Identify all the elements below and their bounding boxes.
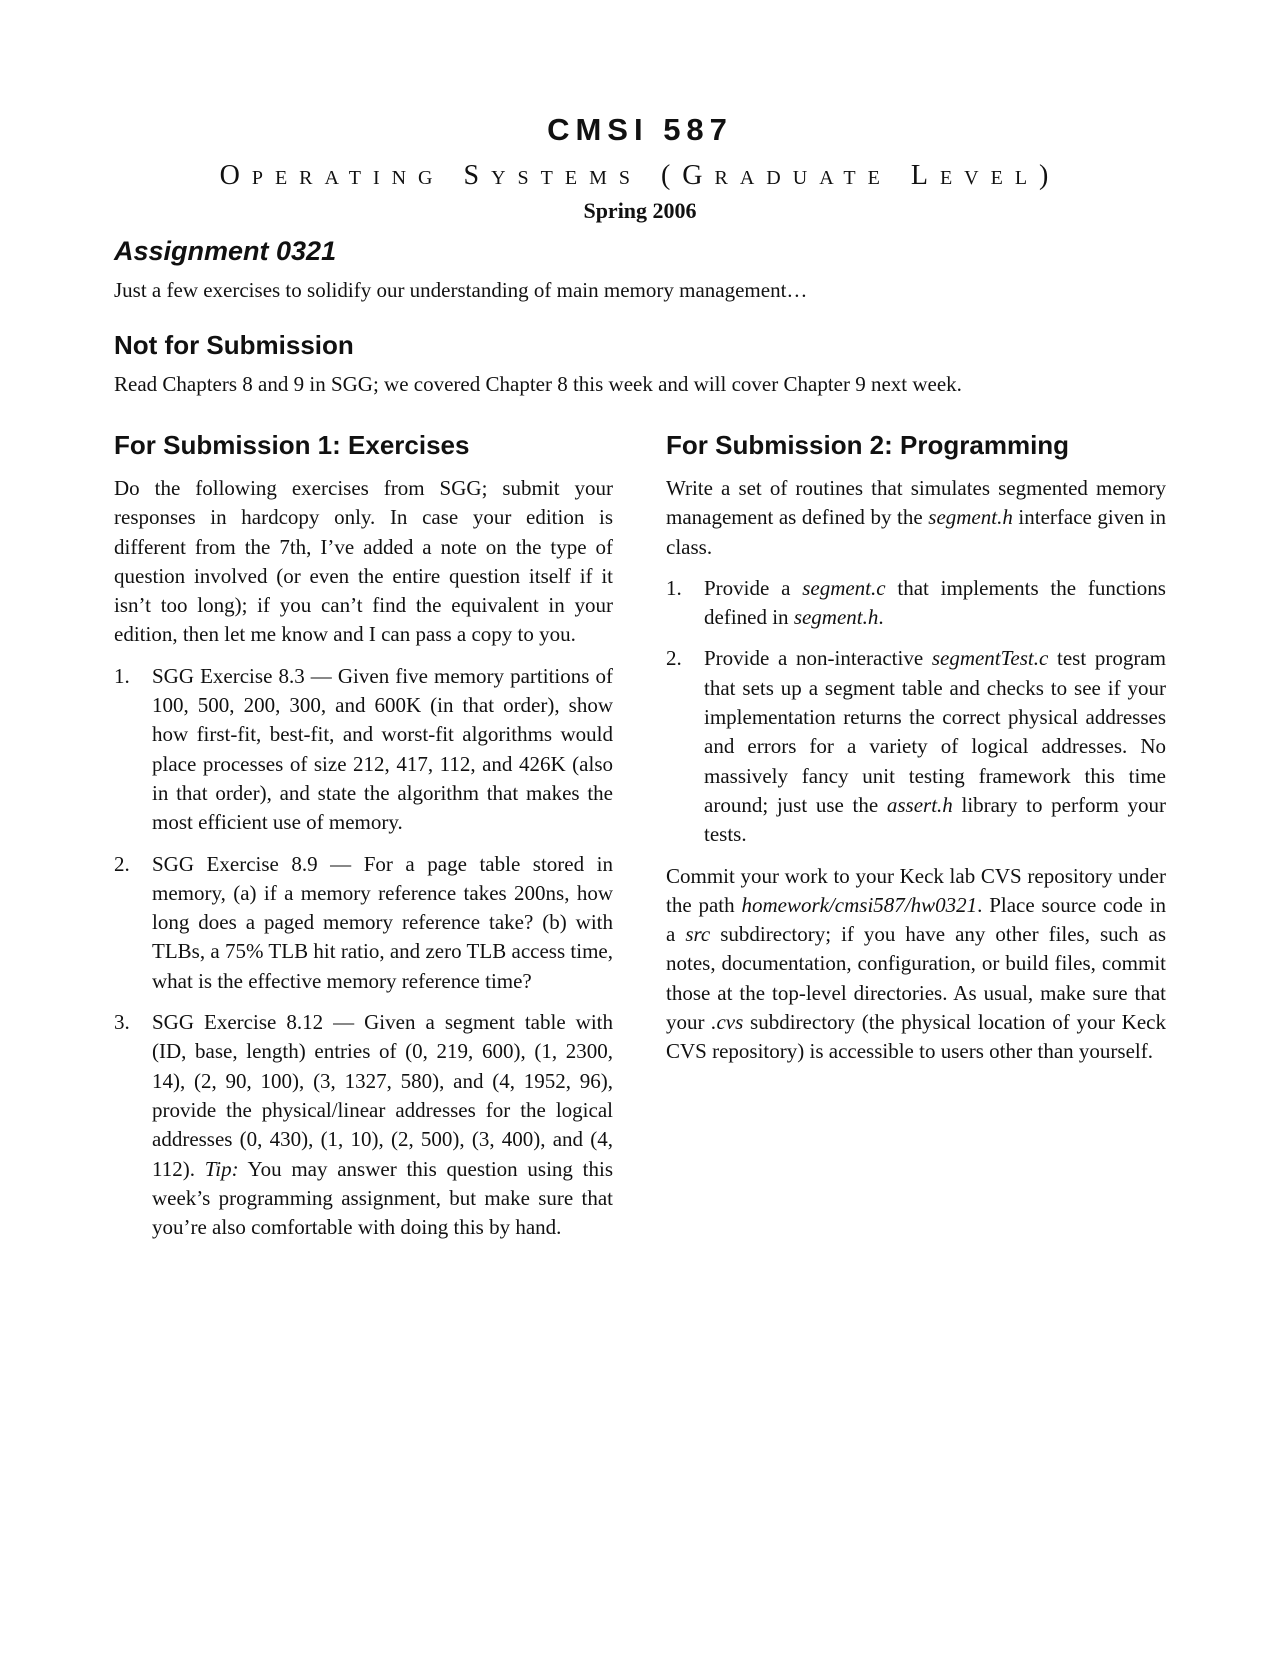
item-number: 1.	[666, 575, 682, 600]
commit-text: Commit your work to your Keck lab CVS repository under the path	[666, 863, 1166, 917]
item-text: .	[878, 605, 884, 630]
not-for-submission-heading: Not for Submission	[114, 330, 354, 360]
commit-instructions	[666, 862, 1166, 1067]
list-item	[666, 574, 1166, 633]
intro-text: Write a set of routines that simulates segmented memory management as defined by the	[666, 476, 1166, 530]
submission2-column	[666, 428, 1166, 1079]
item-text: Provide a	[704, 575, 803, 600]
list-item	[114, 662, 613, 838]
item-text: Provide a non-interactive	[704, 646, 932, 671]
file-name: segment.h	[793, 605, 879, 630]
cvs-dir: .cvs	[711, 1010, 744, 1035]
commit-text: subdirectory; if you have any other files, such as notes, documentation, configuration, or build files, commit those at the top-level directories. As usual, make sure that your	[666, 922, 1166, 1035]
file-name: segmentTest.c	[931, 646, 1049, 671]
intro-text: interface given in class.	[666, 505, 1166, 559]
item-text: library to perform your tests.	[704, 792, 1166, 847]
item-text: test program that sets up a segment table and checks to see if your implementation returns the correct physical addresses and errors for a variety of logical addresses. No massively fancy unit testing framework this time around; just use the	[704, 646, 1166, 817]
file-name: assert.h	[886, 792, 953, 817]
submission2-intro	[666, 474, 1166, 562]
commit-text: . Place source code in a	[666, 892, 1166, 947]
assignment-intro: Just a few exercises to solidify our understanding of main memory management…	[114, 278, 808, 302]
item-text: SGG Exercise 8.9 — For a page table stored in memory, (a) if a memory reference takes 200ns, how long does a paged memory reference take? (b) with TLBs, a 75% TLB hit ratio, and zero TLB access time, what is the effective memory reference time?	[152, 851, 613, 993]
submission1-intro: Do the following exercises from SGG; submit your responses in hardcopy only. In case your edition is different from the 7th, I’ve added a note on the type of question involved (or even the entire question itself if it isn’t too long); if you can’t find the equivalent in your edition, then let me know and I can pass a copy to you.	[114, 476, 613, 647]
tip-text: You may answer this question using this week’s programming assignment, but make sure that you’re also comfortable with doing this by hand.	[152, 1156, 614, 1240]
list-item	[114, 1008, 613, 1242]
file-name: segment.c	[802, 575, 886, 600]
tip-label: Tip:	[204, 1156, 239, 1181]
item-number: 2.	[666, 646, 682, 671]
submission2-heading: For Submission 2: Programming	[666, 430, 1070, 460]
exercise-list	[114, 662, 613, 1243]
file-name: segment.h	[928, 505, 1013, 530]
item-number: 3.	[114, 1010, 130, 1035]
repo-path: homework/cmsi587/hw0321	[741, 892, 978, 917]
item-text: SGG Exercise 8.12 — Given a segment table with (ID, base, length) entries of (0, 219, 600), (1, 2300, 14), (2, 90, 100), (3, 1327, 580), and (4, 1952, 96), provide the physical/linear addresses for the logical addresses (0, 430), (1, 10), (2, 500), (3, 400), and (4, 112).	[152, 1010, 613, 1181]
list-item	[666, 644, 1166, 849]
list-item	[114, 850, 613, 996]
item-number: 1.	[114, 663, 130, 688]
src-dir: src	[685, 922, 711, 947]
commit-text: subdirectory (the physical location of your Keck CVS repository) is accessible to users other than yourself.	[666, 1010, 1166, 1064]
not-for-submission-text: Read Chapters 8 and 9 in SGG; we covered Chapter 8 this week and will cover Chapter 9 next week.	[114, 372, 962, 396]
item-number: 2.	[114, 851, 130, 876]
assignment-title: Assignment 0321	[114, 236, 337, 266]
submission1-column	[114, 428, 613, 1254]
item-text: that implements the functions defined in	[704, 575, 1166, 630]
course-code: CMSI 587	[547, 112, 733, 147]
programming-list	[666, 574, 1166, 850]
course-name: Operating Systems (Graduate Level)	[219, 160, 1061, 191]
term: Spring 2006	[583, 198, 697, 223]
submission1-heading: For Submission 1: Exercises	[114, 430, 470, 460]
item-text: SGG Exercise 8.3 — Given five memory partitions of 100, 500, 200, 300, and 600K (in that order), show how first-fit, best-fit, and worst-fit algorithms would place processes of size 212, 417, 112, and 426K (also in that order), and state the algorithm that makes the most efficient use of memory.	[152, 663, 613, 835]
